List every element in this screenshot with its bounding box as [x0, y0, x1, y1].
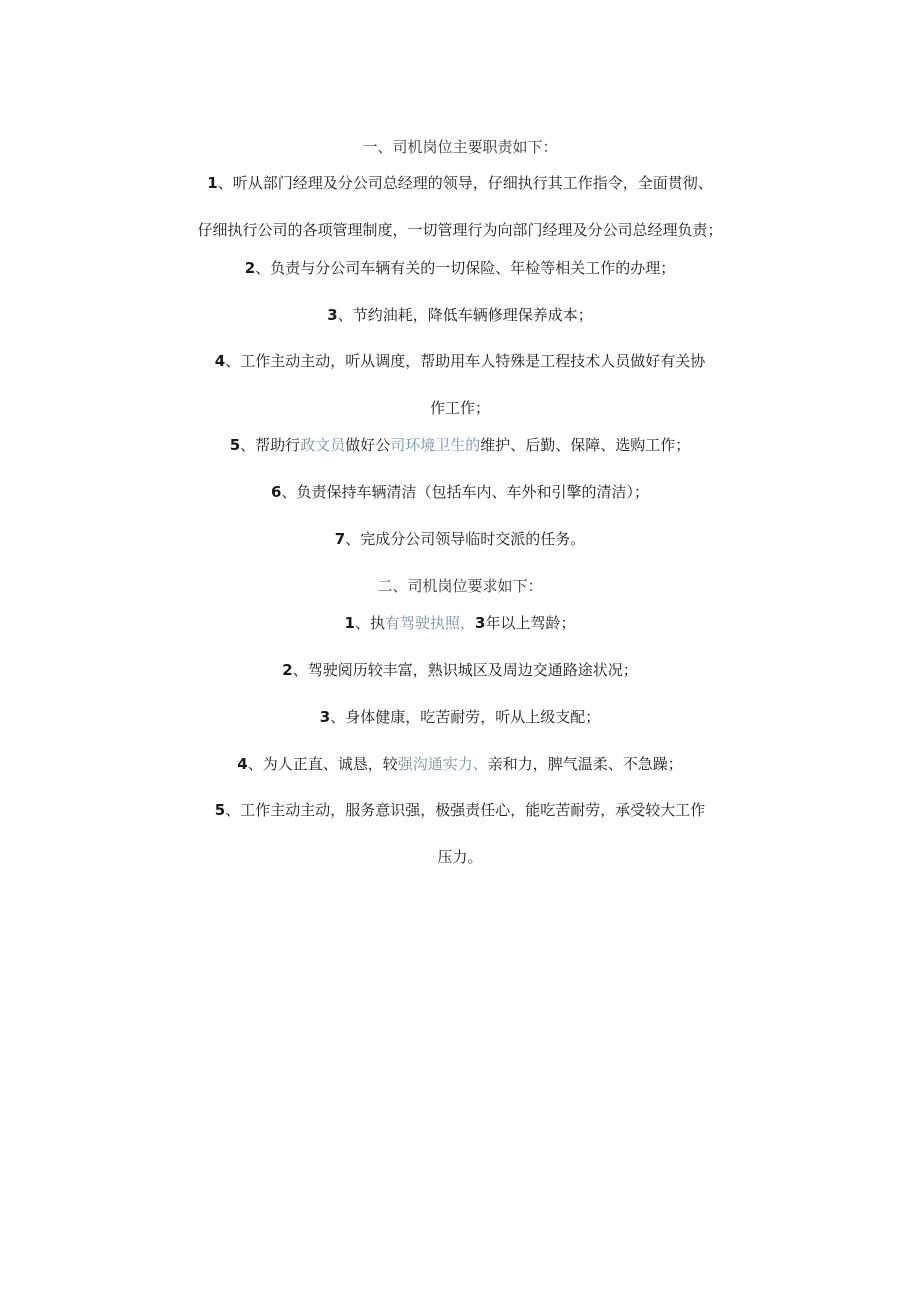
s2-item3-text: 、身体健康，吃苦耐劳，听从上级支配；	[330, 708, 601, 726]
s1-item7-number: 7	[334, 530, 346, 548]
s1-item6-text: 、负责保持车辆清洁（包括车内、车外和引擎的清洁）；	[281, 483, 649, 501]
s2-item3-number: 3	[319, 708, 331, 726]
s2-item4-part2: 亲和力，脾气温柔、不急躁；	[487, 755, 683, 773]
s1-item5-link2[interactable]: 司环境卫生的	[390, 436, 481, 454]
s1-item5	[0, 435, 920, 455]
section2-heading: 二、司机岗位要求如下：	[377, 577, 543, 595]
s2-item2-text: 、驾驶阅历较丰富，熟识城区及周边交通路途状况；	[292, 661, 638, 679]
s1-item2	[0, 258, 920, 278]
s2-item1-part2: 年以上驾龄；	[485, 614, 576, 632]
s1-item3-text: 、节约油耗，降低车辆修理保养成本；	[337, 306, 593, 324]
s1-item1-line1	[0, 173, 920, 193]
s2-item5-text-a: 、工作主动主动，服务意识强，极强责任心，能吃苦耐劳，承受较大工作	[225, 801, 706, 819]
s2-item4-number: 4	[237, 755, 248, 773]
s1-item2-number: 2	[244, 259, 256, 277]
s2-item1-number: 1	[344, 614, 355, 632]
s1-item7	[0, 529, 920, 549]
s2-item2-number: 2	[282, 661, 293, 679]
s2-item1-number2: 3	[475, 614, 486, 632]
s1-item3-number: 3	[327, 306, 338, 324]
s2-item1	[0, 613, 920, 633]
s1-item6-number: 6	[271, 483, 282, 501]
s2-item5-number: 5	[214, 801, 226, 819]
s1-item7-text: 、完成分公司领导临时交派的任务。	[345, 530, 586, 548]
s1-item1-text-a: 、听从部门经理及分公司总经理的领导，仔细执行其工作指令，全面贯彻、	[217, 174, 713, 192]
s2-item5-line1	[0, 800, 920, 820]
s1-item5-part1: 、帮助行	[240, 436, 301, 454]
s2-item2	[0, 660, 920, 680]
section1-heading: 一、司机岗位主要职责如下：	[362, 138, 558, 156]
s2-item1-part1: 、执	[354, 614, 385, 632]
s2-item1-link1[interactable]: 有驾驶执照，	[384, 614, 475, 632]
s1-item1-line2: 仔细执行公司的各项管理制度，一切管理行为向部门经理及分公司总经理负责；	[197, 221, 723, 239]
s1-item4-text-a: 、工作主动主动，听从调度，帮助用车人特殊是工程技术人员做好有关协	[225, 352, 706, 370]
s1-item4-line1	[0, 351, 920, 371]
s1-item4-line2: 作工作；	[429, 399, 490, 417]
s2-item5-line2: 压力。	[437, 848, 483, 866]
s1-item6	[0, 482, 920, 502]
s2-item4-part1: 、为人正直、诚恳，较	[247, 755, 398, 773]
s1-item5-number: 5	[229, 436, 241, 454]
s1-item4-number: 4	[214, 352, 226, 370]
s1-item5-part2: 做好公	[345, 436, 391, 454]
s1-item5-link1[interactable]: 政文员	[300, 436, 346, 454]
s2-item4	[0, 754, 920, 774]
s1-item5-part3: 维护、后勤、保障、选购工作；	[480, 436, 691, 454]
s2-item3	[0, 707, 920, 727]
s2-item4-link1[interactable]: 强沟通实力、	[397, 755, 488, 773]
s1-item3	[0, 305, 920, 325]
s1-item2-text: 、负责与分公司车辆有关的一切保险、年检等相关工作的办理；	[255, 259, 676, 277]
s1-item1-number: 1	[207, 174, 218, 192]
